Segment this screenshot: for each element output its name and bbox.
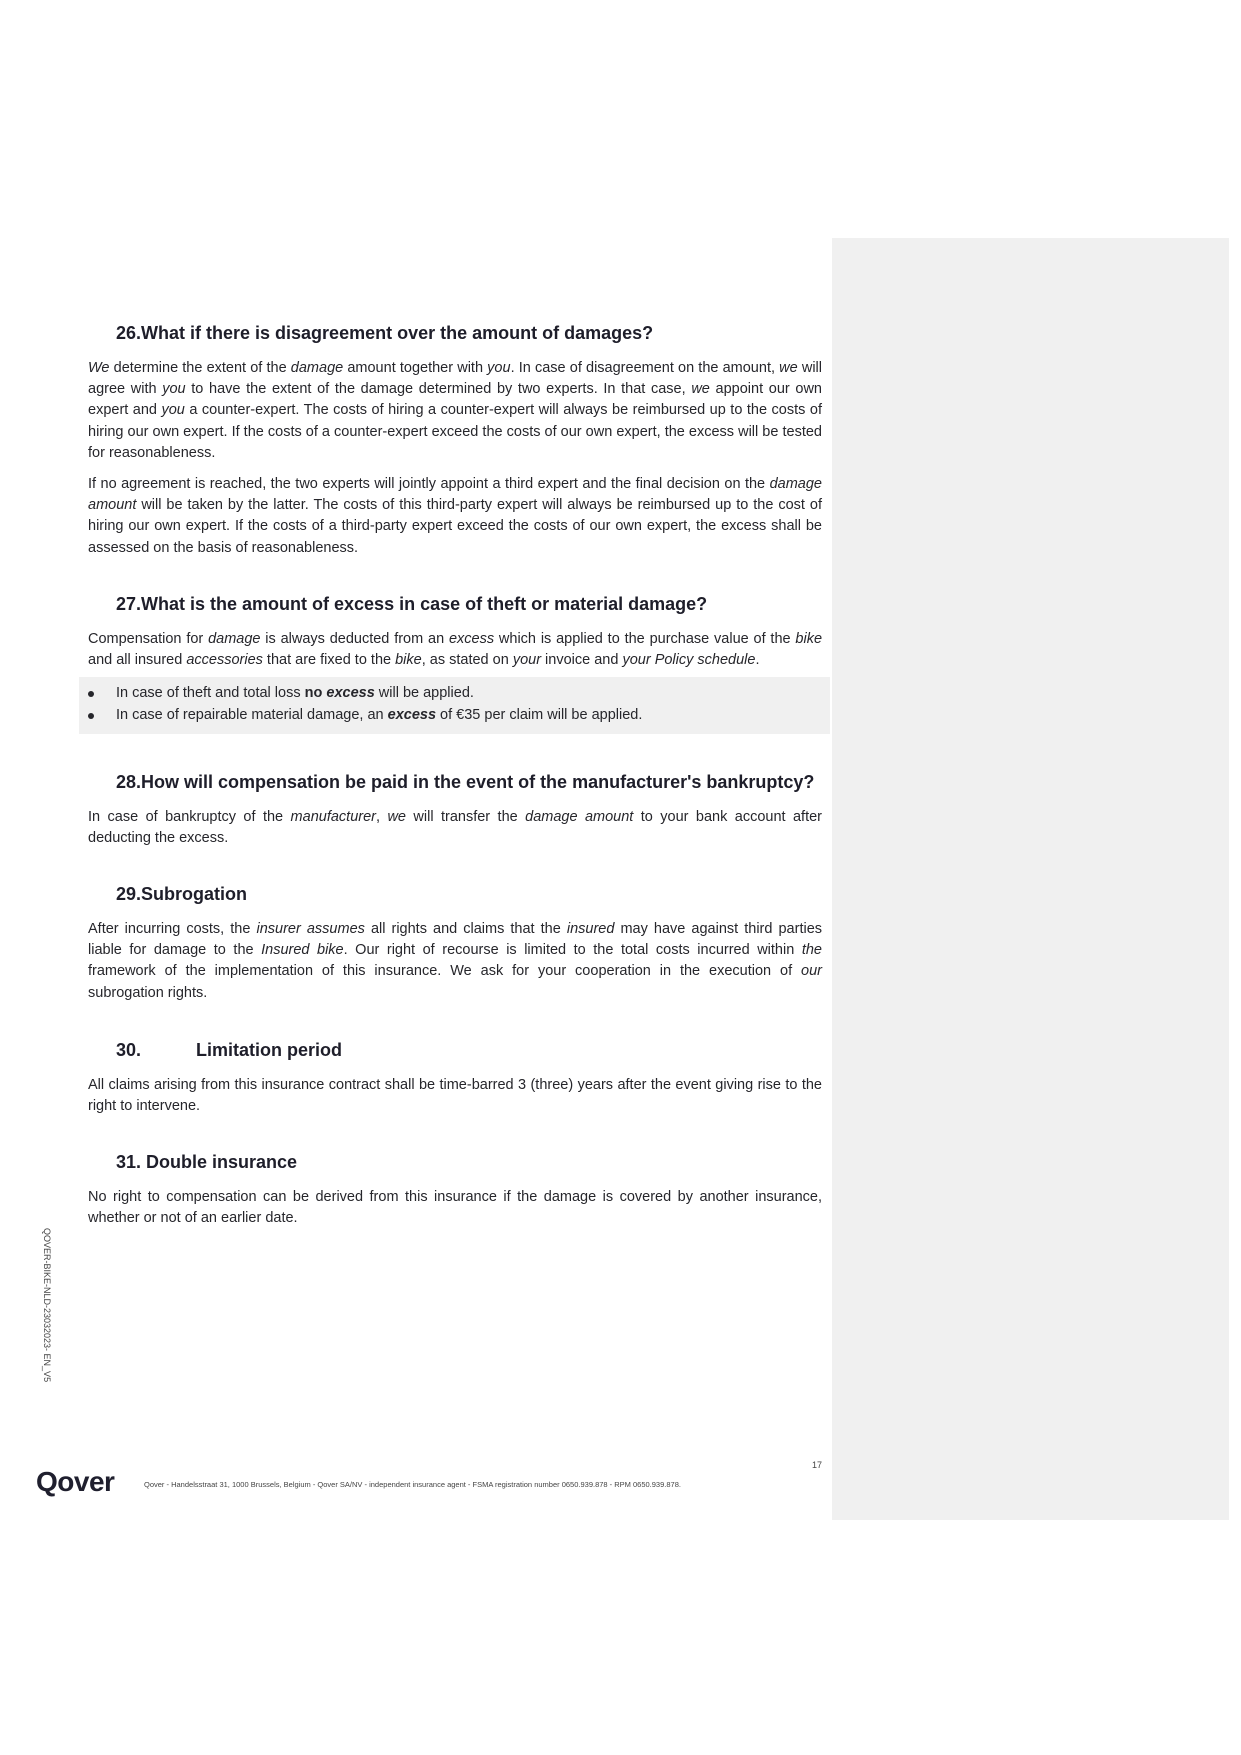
section-30-paragraph-1: All claims arising from this insurance contract shall be time-barred 3 (three) years after the event giving rise to the right to intervene.: [88, 1077, 822, 1115]
section-28-paragraph-1: In case of bankruptcy of the manufacturer, we will transfer the damage amount to your bank account after deducting the excess.: [88, 809, 822, 847]
section-31-heading: 31. Double insurance: [116, 1152, 298, 1172]
qover-logo: Qover: [36, 1466, 115, 1497]
section-28-heading: 28.How will compensation be paid in the event of the manufacturer's bankruptcy?: [116, 772, 815, 792]
footer-text: Qover - Handelsstraat 31, 1000 Brussels, Belgium - Qover SA/NV - independent insurance agent - FSMA registration number 0650.939.878 - RPM 0650.939.878.: [144, 1480, 681, 1489]
section-30-title: Limitation period: [196, 1040, 343, 1060]
bullet-icon: [88, 691, 94, 697]
page-number: 17: [812, 1460, 823, 1470]
section-29-heading: 29.Subrogation: [116, 884, 248, 904]
section-26-heading: 26.What if there is disagreement over the amount of damages?: [116, 323, 654, 343]
bullet-text: In case of repairable material damage, an excess of €35 per claim will be applied.: [116, 707, 643, 723]
section-26-paragraph-1: We determine the extent of the damage amount together with you. In case of disagreement on the amount, we will agree with you to have the extent of the damage determined by two experts. In that case, we appoint our own expert and you a counter-expert. The costs of hiring a counter-expert will always be reimbursed up to the costs of hiring our own expert. If the costs of a counter-expert exceed the costs of our own expert, the excess will be tested for reasonableness.: [88, 360, 822, 461]
section-31-paragraph-1: No right to compensation can be derived from this insurance if the damage is covered by another insurance, whether or not of an earlier date.: [88, 1189, 822, 1227]
section-27-heading: 27.What is the amount of excess in case of theft or material damage?: [116, 594, 708, 614]
section-30-heading: [116, 1040, 342, 1061]
comment-margin: [832, 238, 1229, 1520]
section-26-paragraph-2: If no agreement is reached, the two experts will jointly appoint a third expert and the final decision on the damage amount will be taken by the latter. The costs of this third-party expert will always be reimbursed up to the cost of hiring our own expert. If the costs of a third-party expert exceed the costs of our own expert, the excess shall be assessed on the basis of reasonableness.: [88, 476, 822, 556]
bullet-icon: [88, 713, 94, 719]
bullet-text: In case of theft and total loss no excess will be applied.: [116, 685, 474, 701]
section-30-number: 30.: [116, 1040, 142, 1060]
section-29-paragraph-1: After incurring costs, the insurer assumes all rights and claims that the insured may have against third parties liable for damage to the Insured bike. Our right of recourse is limited to the total costs incurred within the framework of the implementation of this insurance. We ask for your cooperation in the execution of our subrogation rights.: [88, 921, 823, 1001]
document-reference: QOVER-BIKE-NLD-23032023- EN_V5: [42, 1228, 52, 1383]
section-27-paragraph-1: Compensation for damage is always deducted from an excess which is applied to the purchase value of the bike and all insured accessories that are fixed to the bike, as stated on your invoice and your Policy schedule.: [88, 631, 823, 669]
